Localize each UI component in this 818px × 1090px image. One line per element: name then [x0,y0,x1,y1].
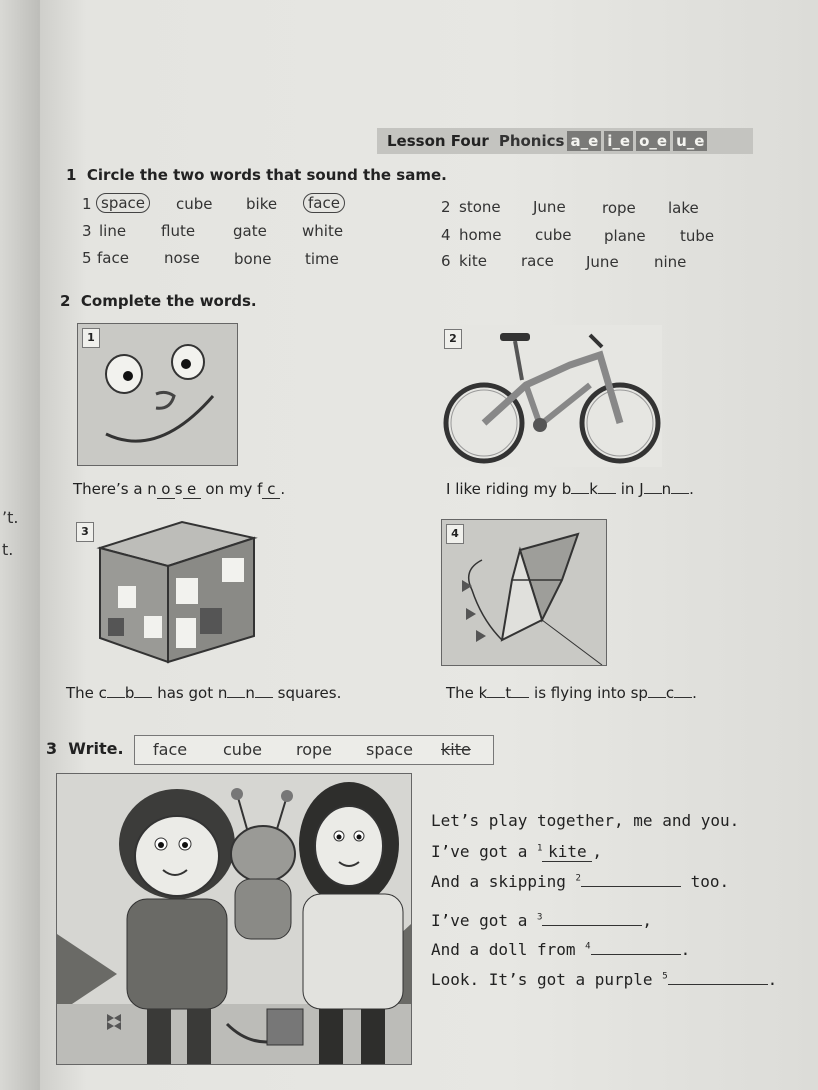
song-line-4: I’ve got a $^3$ , [431,911,653,930]
word-option: rope [296,740,333,759]
word-circled[interactable]: space [96,193,150,213]
word[interactable]: cube [535,226,572,244]
answer-3[interactable] [542,925,642,926]
exercise-3-instruction: Write. [68,739,124,758]
girls-illustration [57,774,411,1064]
gap-filled[interactable]: o [157,480,175,499]
gap-filled[interactable]: c [262,480,280,499]
lesson-title: Lesson Four [387,132,489,150]
lesson-header [377,128,753,154]
word[interactable]: time [305,250,339,268]
answer-1[interactable]: kite [542,842,592,862]
picture-face [77,323,238,466]
word[interactable]: plane [604,227,646,245]
picture-number: 4 [446,524,464,544]
row-number: 5 [82,249,92,267]
sentence-4: The k t is flying into sp c . [446,684,697,702]
cube-illustration [72,518,258,664]
word[interactable]: face [97,249,129,267]
word[interactable]: home [459,226,502,244]
bike-illustration [440,325,662,467]
pattern-i-e: i_e [604,131,633,151]
gap[interactable] [511,697,529,698]
exercise-3-heading: 3 Write. [46,739,124,758]
row-number: 2 [441,198,451,216]
picture-number: 3 [76,522,94,542]
exercise-2-heading: 2 Complete the words. [60,292,257,310]
pattern-o-e: o_e [636,131,670,151]
gap[interactable] [671,493,689,494]
picture-girls [56,773,412,1065]
row-number: 6 [441,252,451,270]
word-circled[interactable]: face [303,193,345,213]
word[interactable]: line [99,222,127,240]
facing-page-edge: ’t. t. [0,0,40,1090]
phonics-label: Phonics [498,132,565,150]
word[interactable]: June [533,198,566,216]
gap[interactable] [598,493,616,494]
song-line-6: Look. It’s got a purple $^5$ . [431,970,778,989]
song-line-1: Let’s play together, me and you. [431,811,740,830]
word[interactable]: flute [161,222,196,240]
gap[interactable] [674,697,692,698]
song-line-3: And a skipping $^2$ too. [431,872,730,891]
answer-4[interactable] [591,954,681,955]
word-box [134,735,494,765]
picture-bike [440,325,662,467]
answer-5[interactable] [668,984,768,985]
word[interactable]: June [586,253,619,271]
exercise-1-instruction: Circle the two words that sound the same. [86,166,447,184]
word[interactable]: lake [668,199,699,217]
kite-illustration [442,520,606,665]
picture-cube [72,518,258,664]
face-illustration [78,324,237,465]
row-number: 1 [82,195,92,213]
pattern-u-e: u_e [673,131,707,151]
row-number: 4 [441,226,451,244]
gap[interactable] [487,697,505,698]
song-line-2: I’ve got a $^1$ kite , [431,842,603,861]
sentence-2: I like riding my b k in J n . [446,480,694,498]
word-option-used: kite [441,740,471,759]
gap[interactable] [648,697,666,698]
gap-filled[interactable]: e [183,480,201,499]
word[interactable]: tube [680,227,715,245]
gap[interactable] [107,697,125,698]
gap[interactable] [571,493,589,494]
word[interactable]: stone [459,198,501,216]
picture-number: 2 [444,329,462,349]
word[interactable]: white [302,222,344,240]
word[interactable]: gate [233,222,267,240]
song-line-5: And a doll from $^4$ . [431,940,691,959]
exercise-1-heading: 1 Circle the two words that sound the same. [66,166,447,184]
gap[interactable] [644,493,662,494]
word[interactable]: nose [164,249,200,267]
picture-kite [441,519,607,666]
exercise-2-instruction: Complete the words. [80,292,257,310]
word[interactable]: cube [176,195,213,213]
gap[interactable] [134,697,152,698]
picture-number: 1 [82,328,100,348]
gap[interactable] [227,697,245,698]
answer-2[interactable] [581,886,681,887]
row-number: 3 [82,222,92,240]
sentence-1: There’s a n o s e on my f c . [73,480,286,498]
word[interactable]: kite [459,252,487,270]
word-option: cube [223,740,262,759]
gap[interactable] [255,697,273,698]
sentence-3: The c b has got n n squares. [66,684,342,702]
word[interactable]: bike [246,195,278,213]
word[interactable]: nine [654,253,687,271]
word[interactable]: bone [234,250,272,268]
word[interactable]: race [521,252,554,270]
word-option: space [366,740,413,759]
pattern-a-e: a_e [567,131,601,151]
word[interactable]: rope [602,199,636,217]
word-option: face [153,740,188,759]
